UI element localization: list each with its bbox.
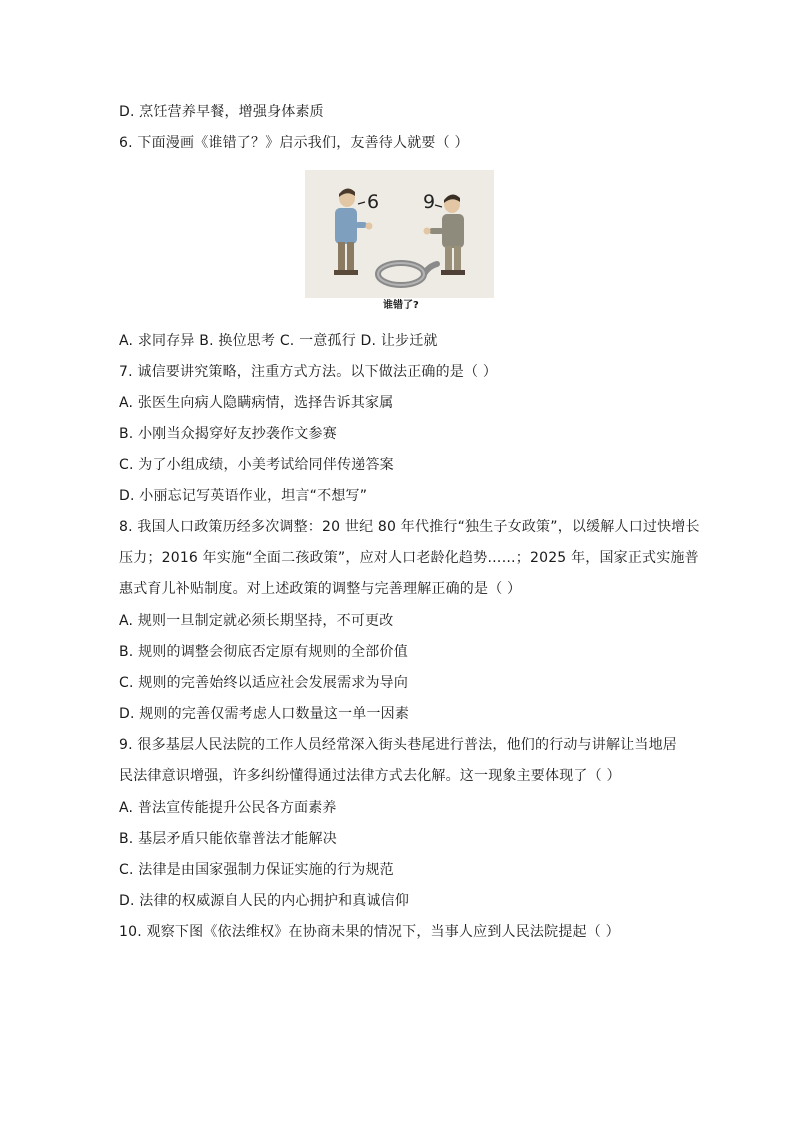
- q10-stem: 10. 观察下图《依法维权》在协商未果的情况下，当事人应到人民法院提起（ ）: [119, 924, 620, 940]
- q7-stem: 7. 诚信要讲究策略，注重方式方法。以下做法正确的是（ ）: [119, 364, 498, 380]
- q7-option-d: D. 小丽忘记写英语作业，坦言“不想写”: [119, 488, 368, 504]
- q8-stem-line-1: 8. 我国人口政策历经多次调整：20 世纪 80 年代推行“独生子女政策”，以缓解人口过快增长: [119, 519, 700, 535]
- q9-stem-line-1: 9. 很多基层人民法院的工作人员经常深入街头巷尾进行普法，他们的行动与讲解让当地居: [119, 737, 678, 753]
- q6-options: A. 求同存异 B. 换位思考 C. 一意孤行 D. 让步迁就: [119, 333, 438, 349]
- q9-stem-line-2: 民法律意识增强，许多纠纷懂得通过法律方式去化解。这一现象主要体现了（ ）: [119, 768, 621, 784]
- q9-option-d: D. 法律的权威源自人民的内心拥护和真诚信仰: [119, 893, 410, 909]
- right-speech-number: 9: [423, 191, 436, 213]
- q8-stem-line-3: 惠式育儿补贴制度。对上述政策的调整与完善理解正确的是（ ）: [119, 581, 522, 597]
- q8-option-c: C. 规则的完善始终以适应社会发展需求为导向: [119, 675, 409, 691]
- q7-option-a: A. 张医生向病人隐瞒病情，选择告诉其家属: [119, 395, 394, 411]
- q8-option-d: D. 规则的完善仅需考虑人口数量这一单一因素: [119, 706, 410, 722]
- q8-option-b: B. 规则的调整会彻底否定原有规则的全部价值: [119, 644, 408, 660]
- q7-option-c: C. 为了小组成绩，小美考试给同伴传递答案: [119, 457, 394, 473]
- q8-option-a: A. 规则一旦制定就必须长期坚持，不可更改: [119, 613, 394, 629]
- q9-option-a: A. 普法宣传能提升公民各方面素养: [119, 800, 337, 816]
- cartoon-illustration: [305, 170, 494, 298]
- q8-stem-line-2: 压力；2016 年实施“全面二孩政策”，应对人口老龄化趋势……；2025 年，国家正式实施普: [119, 550, 699, 566]
- q7-option-b: B. 小刚当众揭穿好友抄袭作文参赛: [119, 426, 337, 442]
- q9-option-c: C. 法律是由国家强制力保证实施的行为规范: [119, 862, 394, 878]
- q5-option-d: D. 烹饪营养早餐，增强身体素质: [119, 104, 324, 120]
- q9-option-b: B. 基层矛盾只能依靠普法才能解决: [119, 831, 337, 847]
- left-speech-number: 6: [367, 191, 380, 213]
- figure-caption: 谁错了?: [383, 300, 419, 311]
- cartoon-svg: [305, 170, 494, 298]
- q6-stem: 6. 下面漫画《谁错了？》启示我们，友善待人就要（ ）: [119, 135, 469, 151]
